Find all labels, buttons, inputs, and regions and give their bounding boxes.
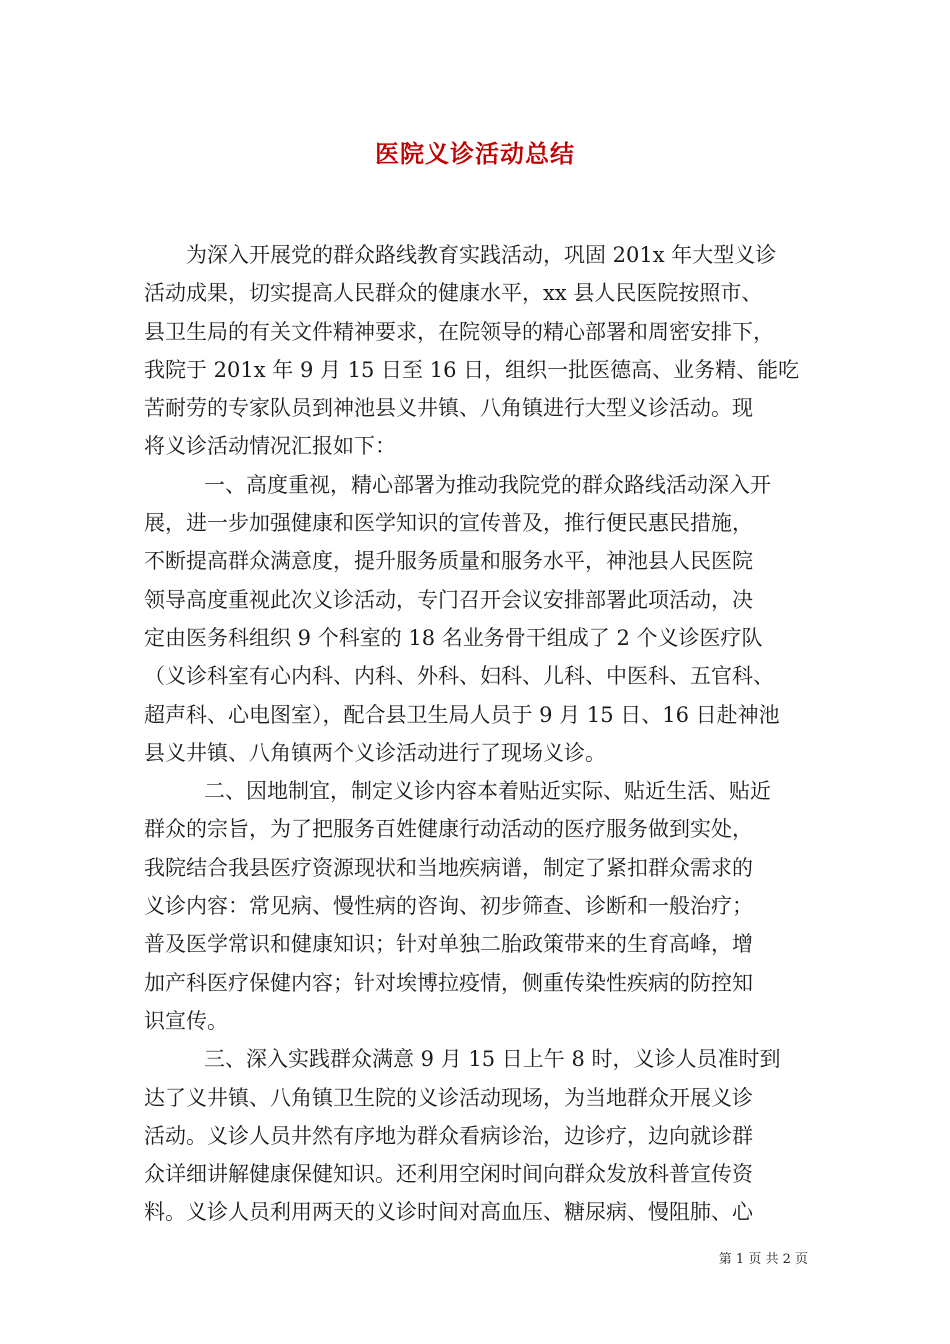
text-line: 普及医学常识和健康知识；针对单独二胎政策带来的生育高峰，增 — [144, 932, 753, 957]
text-line: 超声科、心电图室），配合县卫生局人员于 9 月 15 日、16 日赴神池 — [144, 702, 780, 727]
text-line: 我院于 201x 年 9 月 15 日至 16 日，组织一批医德高、业务精、能吃 — [144, 357, 800, 382]
text-line: 活动成果，切实提高人民群众的健康水平，xx 县人民医院按照市、 — [144, 281, 763, 306]
text-line: 义诊内容：常见病、慢性病的咨询、初步筛查、诊断和一般治疗； — [144, 894, 753, 919]
text-line: 县卫生局的有关文件精神要求，在院领导的精心部署和周密安排下， — [144, 319, 774, 344]
text-line: 料。义诊人员利用两天的义诊时间对高血压、糖尿病、慢阻肺、心 — [144, 1200, 753, 1225]
text-line: 活动。义诊人员井然有序地为群众看病诊治，边诊疗，边向就诊群 — [144, 1123, 753, 1148]
document-title: 医院义诊活动总结 — [375, 139, 575, 168]
text-line: 一、高度重视，精心部署为推动我院党的群众路线活动深入开 — [204, 472, 771, 497]
page-number: 第 1 页 共 2 页 — [718, 1252, 808, 1267]
text-line: （义诊科室有心内科、内科、外科、妇科、儿科、中医科、五官科、 — [144, 664, 774, 689]
document-body — [144, 236, 816, 1232]
text-line: 领导高度重视此次义诊活动，专门召开会议安排部署此项活动，决 — [144, 587, 753, 612]
text-line: 苦耐劳的专家队员到神池县义井镇、八角镇进行大型义诊活动。现 — [144, 396, 753, 421]
text-line: 群众的宗旨，为了把服务百姓健康行动活动的医疗服务做到实处， — [144, 817, 753, 842]
text-line: 识宣传。 — [144, 1008, 228, 1033]
text-line: 二、因地制宜，制定义诊内容本着贴近实际、贴近生活、贴近 — [204, 779, 771, 804]
text-line: 我院结合我县医疗资源现状和当地疾病谱，制定了紧扣群众需求的 — [144, 855, 753, 880]
text-line: 为深入开展党的群众路线教育实践活动，巩固 201x 年大型义诊 — [186, 243, 777, 267]
text-line: 定由医务科组织 9 个科室的 18 名业务骨干组成了 2 个义诊医疗队 — [144, 625, 763, 650]
text-line: 不断提高群众满意度，提升服务质量和服务水平，神池县人民医院 — [144, 549, 753, 574]
text-line: 众详细讲解健康保健知识。还利用空闲时间向群众发放科普宣传资 — [144, 1162, 753, 1187]
text-line: 县义井镇、八角镇两个义诊活动进行了现场义诊。 — [144, 740, 606, 765]
text-line: 达了义井镇、八角镇卫生院的义诊活动现场，为当地群众开展义诊 — [144, 1085, 753, 1110]
text-line: 展，进一步加强健康和医学知识的宣传普及，推行便民惠民措施， — [144, 511, 753, 536]
text-line: 三、深入实践群众满意 9 月 15 日上午 8 时，义诊人员准时到 — [204, 1047, 781, 1072]
text-line: 将义诊活动情况汇报如下： — [144, 434, 396, 459]
text-line: 加产科医疗保健内容；针对埃博拉疫情，侧重传染性疾病的防控知 — [144, 970, 753, 995]
